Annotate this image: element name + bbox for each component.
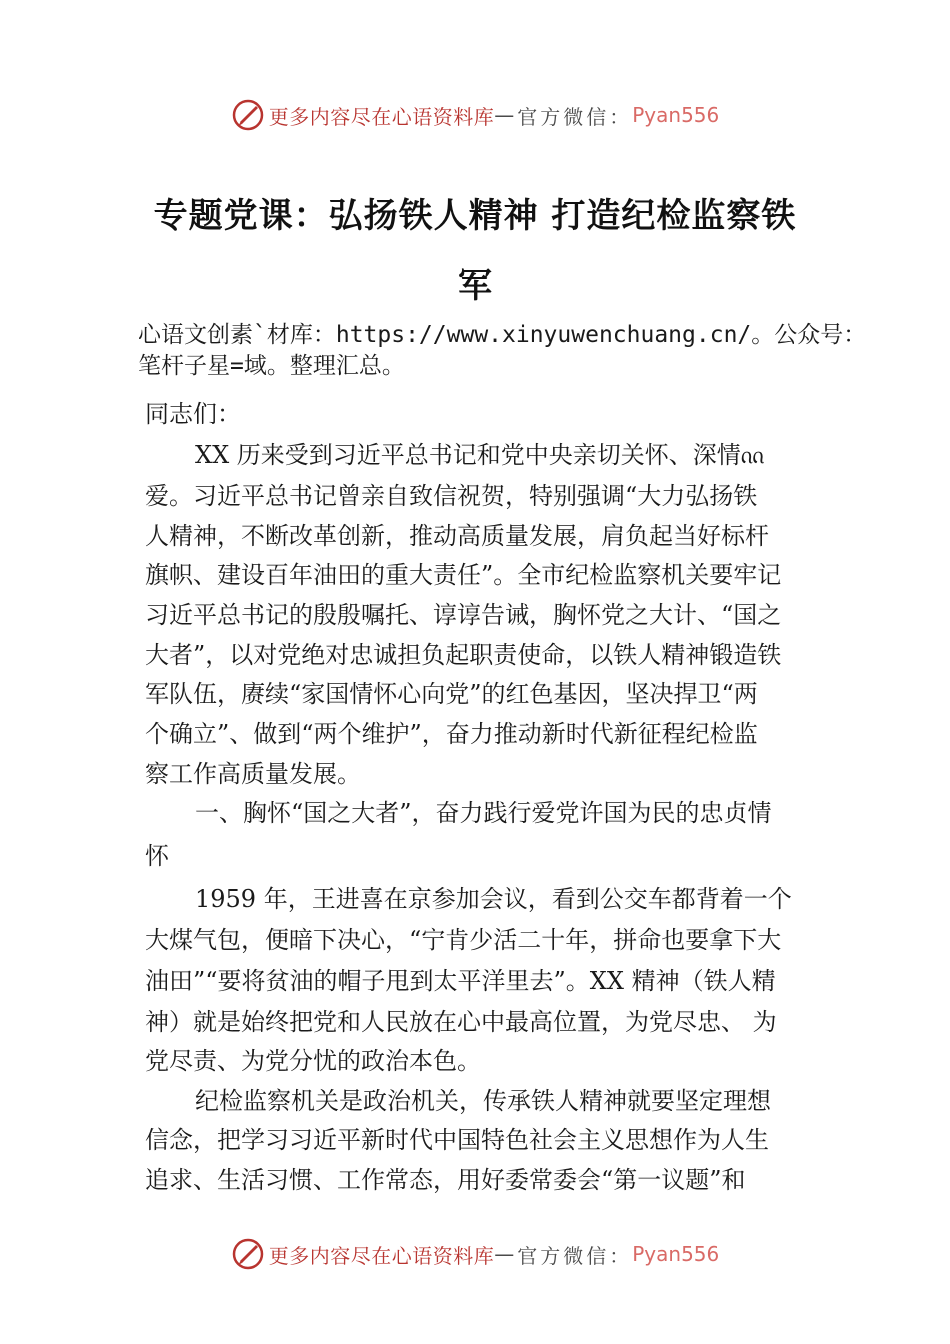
brush-logo-icon bbox=[231, 1237, 265, 1271]
body-line: 党尽责、为党分忧的政治本色。 bbox=[145, 1047, 481, 1075]
body-line: 追求、生活习惯、工作常态，用好委常委会“第一议题”和 bbox=[145, 1166, 746, 1194]
section-heading: 一、胸怀“国之大者”，奋力践行爱党许国为民的忠贞情 bbox=[195, 799, 772, 827]
watermark-wechat-id: Pyan556 bbox=[632, 1242, 720, 1266]
body-line: 旗帜、建设百年油田的重大责任”。全市纪检监察机关要牢记 bbox=[145, 561, 782, 589]
body-line: 习近平总书记的殷殷嘱托、谆谆告诫，胸怀党之大计、“国之 bbox=[145, 601, 782, 629]
brush-logo-icon bbox=[231, 98, 265, 132]
document-title-line1: 专题党课：弘扬铁人精神 打造纪检监察铁 bbox=[153, 196, 797, 236]
watermark-text: 更多内容尽在心语资料库 bbox=[268, 1243, 495, 1268]
body-line: 大煤气包，便暗下决心，“宁肯少活二十年，拼命也要拿下大 bbox=[145, 926, 782, 954]
body-line: 军队伍，赓续“家国情怀心向党”的红色基因，坚决捍卫“两 bbox=[145, 680, 758, 708]
body-line: 油田”“要将贫油的帽子甩到太平洋里去”。XX 精神（铁人精 bbox=[145, 967, 776, 995]
watermark-dash: — bbox=[494, 1242, 518, 1266]
body-line: XX 历来受到习近平总书记和党中央亲切关怀、深情ᦶ bbox=[195, 441, 764, 469]
body-line: 人精神，不断改革创新，推动高质量发展，肩负起当好标杆 bbox=[145, 522, 769, 550]
watermark-wechat-label: 官方微信： bbox=[517, 1243, 633, 1268]
watermark-wechat-id: Pyan556 bbox=[632, 103, 720, 127]
watermark-dash: — bbox=[494, 103, 518, 127]
body-line: 纪检监察机关是政治机关，传承铁人精神就要坚定理想 bbox=[195, 1087, 771, 1115]
source-note-line2: 笔杆子星=域。整理汇总。 bbox=[138, 353, 405, 379]
body-line: 个确立”、做到“两个维护”，奋力推动新时代新征程纪检监 bbox=[145, 720, 758, 748]
document-title-line2: 军 bbox=[458, 266, 492, 306]
salutation: 同志们： bbox=[145, 400, 241, 428]
watermark-text: 更多内容尽在心语资料库 bbox=[268, 104, 495, 129]
source-note-line1: 心语文创素`材库：https://www.xinyuwenchuang.cn/。公众号： bbox=[138, 322, 867, 348]
body-line: 爱。习近平总书记曾亲自致信祝贺，特别强调“大力弘扬铁 bbox=[145, 482, 758, 510]
watermark-wechat-label: 官方微信： bbox=[517, 104, 633, 129]
body-line: 大者”，以对党绝对忠诚担负起职责使命，以铁人精神锻造铁 bbox=[145, 641, 782, 669]
body-line: 1959 年，王进喜在京参加会议，看到公交车都背着一个 bbox=[195, 885, 792, 913]
body-line: 察工作高质量发展。 bbox=[145, 760, 361, 788]
footer-watermark bbox=[0, 1234, 950, 1274]
section-heading-cont: 怀 bbox=[145, 842, 169, 870]
header-watermark bbox=[0, 95, 950, 135]
body-line: 信念，把学习习近平新时代中国特色社会主义思想作为人生 bbox=[145, 1126, 769, 1154]
body-line: 神）就是始终把党和人民放在心中最高位置，为党尽忠、 为 bbox=[145, 1008, 777, 1036]
